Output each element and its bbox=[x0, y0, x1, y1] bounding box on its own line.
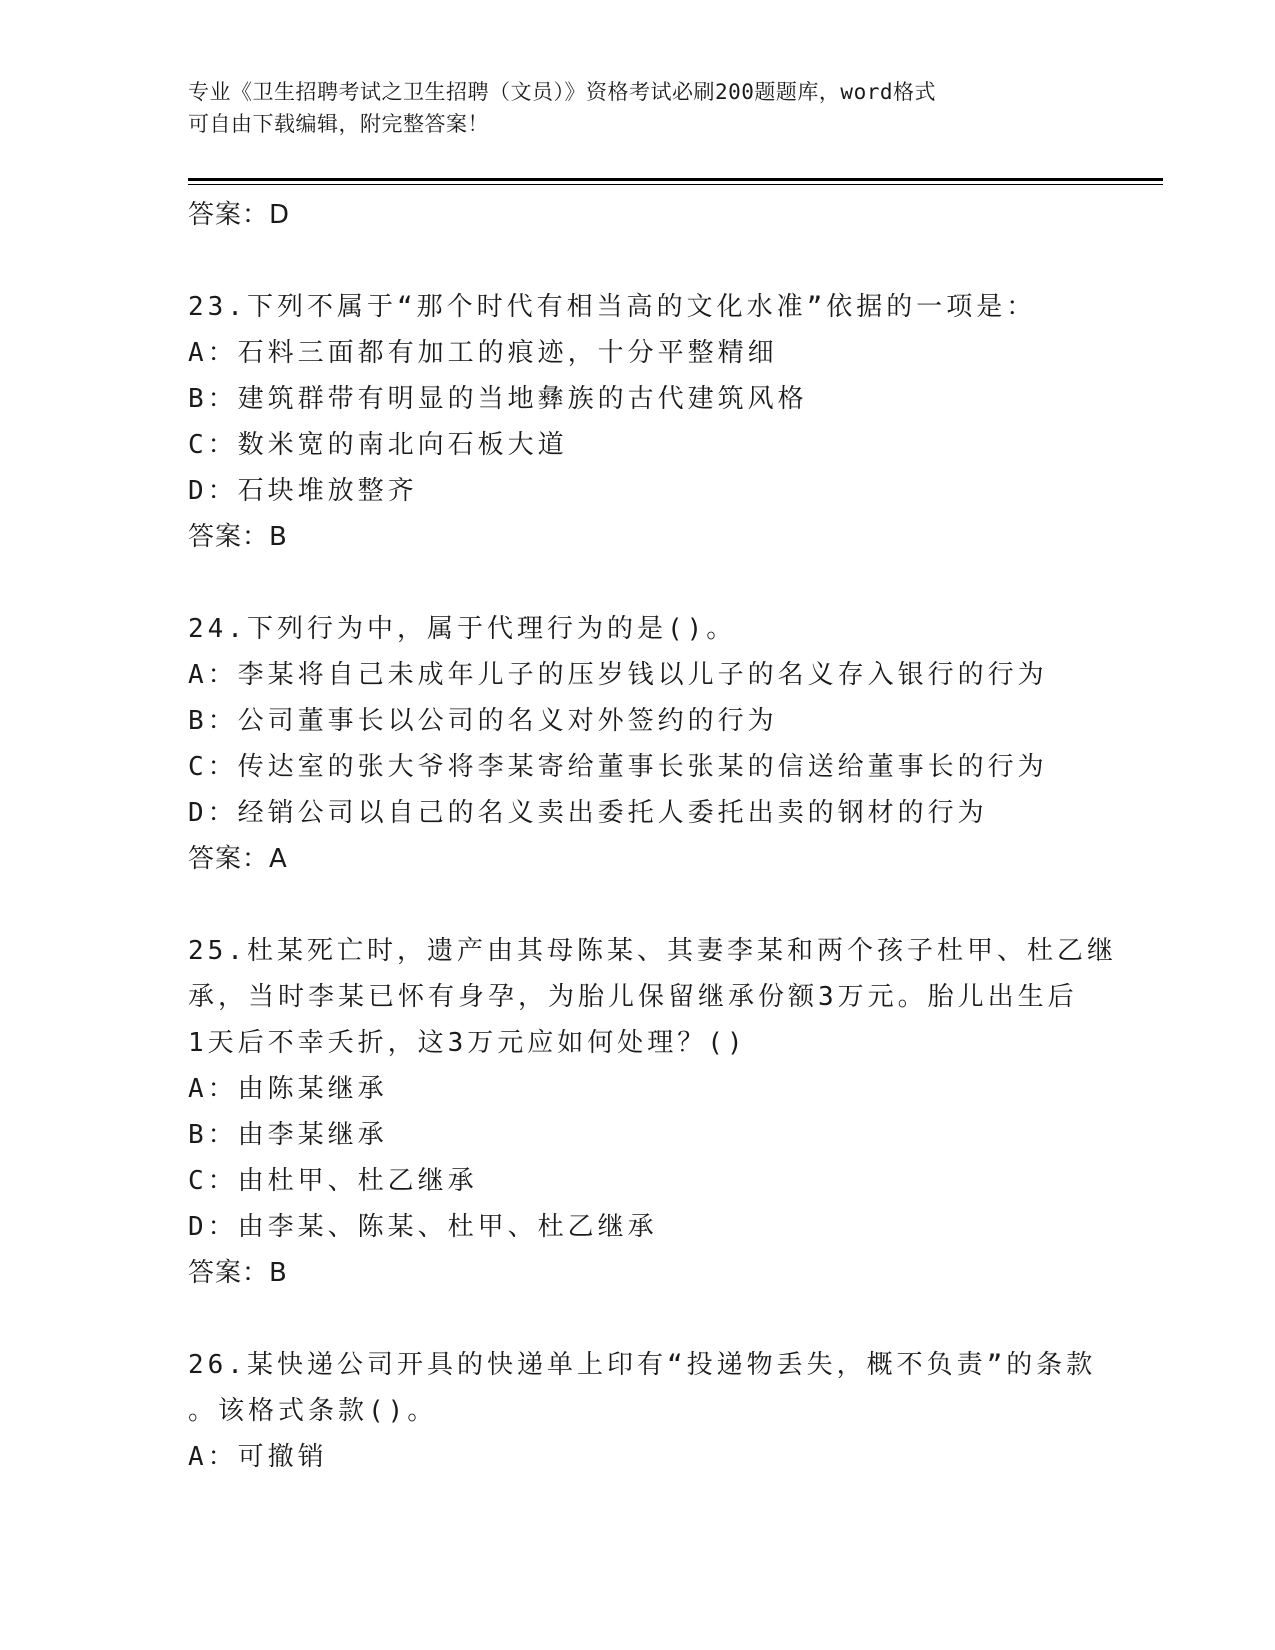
question-23-stem: 23.下列不属于“那个时代有相当高的文化水准”依据的一项是： bbox=[188, 292, 1037, 322]
spacer bbox=[188, 560, 1088, 606]
document-body bbox=[188, 192, 1117, 1480]
question-24 bbox=[188, 606, 1088, 882]
question-26 bbox=[188, 1342, 1097, 1480]
question-26-stem-line2: 。该格式条款()。 bbox=[188, 1396, 438, 1426]
question-25-answer: 答案：B bbox=[188, 1258, 288, 1288]
question-25-option-c: C：由杜甲、杜乙继承 bbox=[188, 1166, 478, 1196]
question-24-answer: 答案：A bbox=[188, 844, 288, 874]
question-25-option-a: A：由陈某继承 bbox=[188, 1074, 388, 1104]
spacer bbox=[188, 1296, 1088, 1342]
question-26-stem-line1: 26.某快递公司开具的快递单上印有“投递物丢失，概不负责”的条款 bbox=[188, 1350, 1097, 1380]
header-title-line2: 可自由下载编辑，附完整答案！ bbox=[188, 112, 489, 136]
header-title-line1: 专业《卫生招聘考试之卫生招聘（文员）》资格考试必刷200题题库，word格式 bbox=[188, 80, 936, 104]
question-23-option-a: A：石料三面都有加工的痕迹，十分平整精细 bbox=[188, 338, 778, 368]
question-23-option-b: B：建筑群带有明显的当地彝族的古代建筑风格 bbox=[188, 384, 808, 414]
question-24-stem: 24.下列行为中，属于代理行为的是()。 bbox=[188, 614, 737, 644]
question-25 bbox=[188, 928, 1117, 1296]
question-24-option-d: D：经销公司以自己的名义卖出委托人委托出卖的钢材的行为 bbox=[188, 798, 988, 828]
question-24-option-b: B：公司董事长以公司的名义对外签约的行为 bbox=[188, 706, 778, 736]
spacer bbox=[188, 238, 1088, 284]
question-25-stem-line2: 承，当时李某已怀有身孕，为胎儿保留继承份额3万元。胎儿出生后 bbox=[188, 982, 1078, 1012]
question-25-option-b: B：由李某继承 bbox=[188, 1120, 388, 1150]
question-25-stem-line3: 1天后不幸夭折，这3万元应如何处理？() bbox=[188, 1028, 747, 1058]
question-23-option-c: C：数米宽的南北向石板大道 bbox=[188, 430, 568, 460]
header-rule-thin bbox=[188, 184, 1163, 185]
header-rule-thick bbox=[188, 178, 1163, 181]
question-24-option-c: C：传达室的张大爷将李某寄给董事长张某的信送给董事长的行为 bbox=[188, 752, 1048, 782]
spacer bbox=[188, 882, 1088, 928]
question-23-answer: 答案：B bbox=[188, 522, 288, 552]
question-23-option-d: D：石块堆放整齐 bbox=[188, 476, 418, 506]
question-25-option-d: D：由李某、陈某、杜甲、杜乙继承 bbox=[188, 1212, 658, 1242]
document-header bbox=[188, 76, 1088, 140]
question-24-option-a: A：李某将自己未成年儿子的压岁钱以儿子的名义存入银行的行为 bbox=[188, 660, 1048, 690]
question-26-option-a: A：可撤销 bbox=[188, 1442, 328, 1472]
question-25-stem-line1: 25.杜某死亡时，遗产由其母陈某、其妻李某和两个孩子杜甲、杜乙继 bbox=[188, 936, 1117, 966]
question-23 bbox=[188, 284, 1088, 560]
answer-previous: 答案：D bbox=[188, 200, 291, 230]
